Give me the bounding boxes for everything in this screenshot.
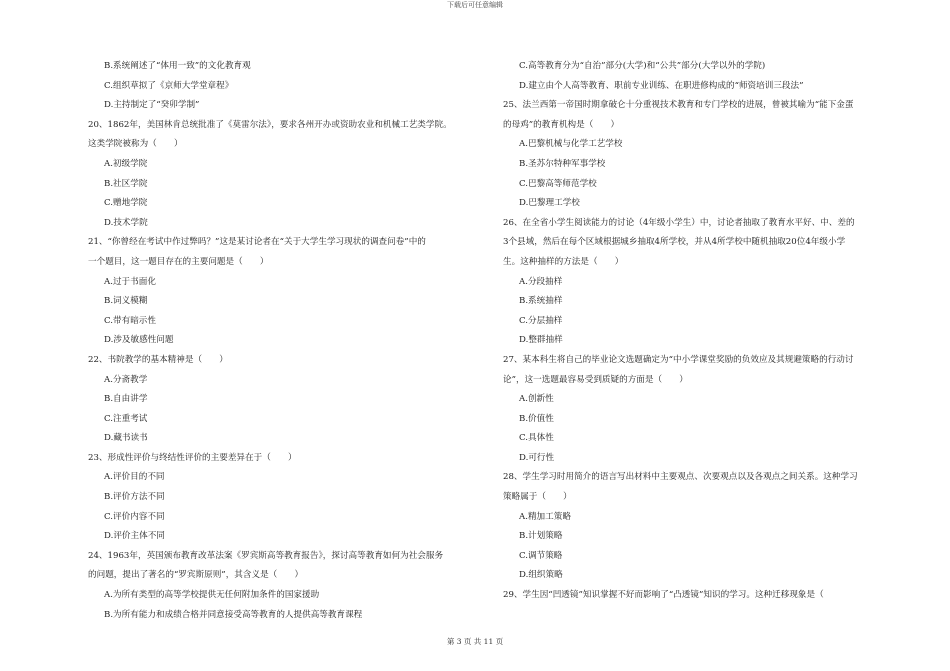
answer-option: D.组织策略 xyxy=(519,570,563,581)
question-text: 28、学生学习时用简介的语言写出材料中主要观点、次要观点以及各观点之间关系。这种学习 xyxy=(503,472,858,483)
page-footer: 第 3 页 共 11 页 xyxy=(446,637,504,646)
answer-option: C.注重考试 xyxy=(104,413,148,424)
answer-option: A.创新性 xyxy=(519,394,554,405)
answer-option: D.涉及敏感性问题 xyxy=(104,335,174,346)
question-text: 27、某本科生将自己的毕业论文选题确定为“中小学课堂奖励的负效应及其规避策略的行动讨 xyxy=(503,354,854,365)
page-header: 下载后可任意编辑 xyxy=(447,1,503,9)
answer-option: D.评价主体不同 xyxy=(104,531,165,542)
answer-option: A.巴黎机械与化学工艺学校 xyxy=(519,139,623,150)
answer-option: B.评价方法不同 xyxy=(104,492,165,503)
answer-option: B.系统抽样 xyxy=(519,296,563,307)
answer-option: B.为所有能力和成绩合格并同意接受高等教育的人提供高等教育课程 xyxy=(104,609,363,620)
question-text: 策略属于（ ） xyxy=(503,492,572,503)
answer-option: C.带有暗示性 xyxy=(104,315,156,326)
answer-option: A.初级学院 xyxy=(104,158,148,169)
question-text: 20、1862年，美国林肯总统批准了《莫雷尔法》，要求各州开办或资助农业和机械工艺类学院。 xyxy=(88,119,452,130)
answer-option: B.计划策略 xyxy=(519,531,563,542)
answer-option: A.过于书面化 xyxy=(104,276,156,287)
question-text: 这类学院被称为（ ） xyxy=(88,139,183,150)
answer-option: B.词义模糊 xyxy=(104,296,148,307)
answer-option: C.高等教育分为“自治”部分(大学)和“公共”部分(大学以外的学院) xyxy=(519,61,766,71)
answer-option: A.分斋教学 xyxy=(104,374,148,385)
question-text: 21、“你曾经在考试中作过弊吗？”这是某讨论者在“关于大学生学习现状的调查问卷”中的 xyxy=(88,237,426,248)
answer-option: B.社区学院 xyxy=(104,178,148,189)
answer-option: D.主持制定了“癸卯学制” xyxy=(104,100,200,111)
answer-option: A.分段抽样 xyxy=(519,276,563,287)
question-text: 的问题，提出了著名的“罗宾斯原则”，其含义是（ ） xyxy=(88,570,304,581)
question-text: 一个题目，这一题目存在的主要问题是（ ） xyxy=(88,256,269,267)
answer-option: A.精加工策略 xyxy=(519,511,571,522)
answer-option: A.为所有类型的高等学校提供无任何附加条件的国家援助 xyxy=(104,590,320,601)
question-text: 的母鸡”的教育机构是（ ） xyxy=(503,119,620,130)
right-column xyxy=(503,57,913,606)
answer-option: C.巴黎高等师范学校 xyxy=(519,178,597,189)
answer-option: C.赠地学院 xyxy=(104,198,148,209)
answer-option: C.组织草拟了《京师大学堂章程》 xyxy=(104,80,234,91)
question-text: 26、在全省小学生阅读能力的讨论（4年级小学生）中，讨论者抽取了教育水平好、中、差的 xyxy=(503,217,855,228)
answer-option: D.巴黎理工学校 xyxy=(519,198,580,209)
answer-option: C.调节策略 xyxy=(519,550,563,561)
answer-option: D.可行性 xyxy=(519,452,555,463)
answer-option: A.评价目的不同 xyxy=(104,472,165,483)
left-column xyxy=(88,57,488,625)
answer-option: B.价值性 xyxy=(519,413,554,424)
answer-option: C.分层抽样 xyxy=(519,315,563,326)
answer-option: B.自由讲学 xyxy=(104,394,148,405)
answer-option: B.圣苏尔特种军事学校 xyxy=(519,158,606,169)
question-text: 23、形成性评价与终结性评价的主要差异在于（ ） xyxy=(88,452,297,463)
answer-option: C.具体性 xyxy=(519,433,554,444)
answer-option: D.整群抽样 xyxy=(519,335,563,346)
answer-option: B.系统阐述了“体用一致”的文化教育观 xyxy=(104,61,251,71)
question-text: 3个县域，然后在每个区域根据城乡抽取4所学校，并从4所学校中随机抽取20位4年级小学 xyxy=(503,237,846,248)
answer-option: D.技术学院 xyxy=(104,217,148,228)
question-text: 29、学生因“凹透镜”知识掌握不好而影响了“凸透镜”知识的学习。这种迁移现象是（ xyxy=(503,590,824,601)
question-text: 论”，这一选题最容易受到质疑的方面是（ ） xyxy=(503,374,688,385)
question-text: 24、1963年，英国颁布教育改革法案《罗宾斯高等教育报告》，探讨高等教育如何为社会服务 xyxy=(88,550,444,561)
question-text: 生。这种抽样的方法是（ ） xyxy=(503,256,624,267)
answer-option: C.评价内容不同 xyxy=(104,511,165,522)
answer-option: D.藏书读书 xyxy=(104,433,148,444)
answer-option: D.建立由个人高等教育、职前专业训练、在职进修构成的“师资培训三段法” xyxy=(519,80,804,91)
question-text: 25、法兰西第一帝国时期拿破仑十分重视技术教育和专门学校的进展，曾被其喻为“能下金蛋 xyxy=(503,100,854,111)
question-text: 22、书院教学的基本精神是（ ） xyxy=(88,354,228,365)
